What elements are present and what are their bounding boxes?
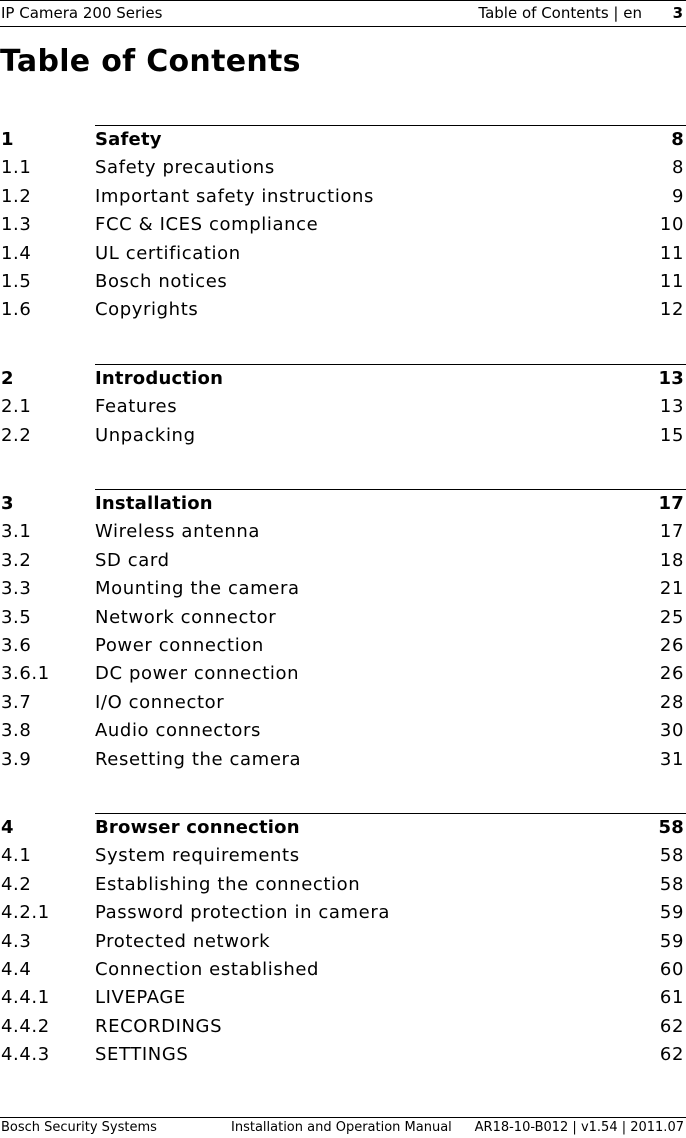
entry-title: Safety precautions <box>95 157 275 179</box>
toc-section-4 <box>0 814 686 1070</box>
toc-entry-row[interactable] <box>0 211 686 239</box>
entry-title: Connection established <box>95 958 320 980</box>
toc-entry-row[interactable] <box>0 899 686 927</box>
entry-number: 3.2 <box>1 549 32 571</box>
entry-page: 10 <box>659 214 684 236</box>
entry-number: 4.2.1 <box>1 902 50 924</box>
toc-entry-row[interactable] <box>0 296 686 324</box>
entry-title: UL certification <box>95 242 241 264</box>
entry-page: 17 <box>659 521 684 543</box>
entry-page: 62 <box>659 1015 684 1037</box>
entry-page: 13 <box>659 396 684 418</box>
entry-title: Important safety instructions <box>95 185 375 207</box>
page-title: Table of Contents <box>0 44 301 79</box>
chapter-page: 13 <box>658 368 684 389</box>
entry-page: 8 <box>671 157 684 179</box>
entry-number: 3.7 <box>1 691 32 713</box>
chapter-title: Browser connection <box>95 817 300 838</box>
entry-title: Password protection in camera <box>95 902 390 924</box>
toc-entry-row[interactable] <box>0 984 686 1012</box>
entry-number: 3.6 <box>1 634 32 656</box>
toc-chapter-row[interactable] <box>0 814 686 842</box>
entry-title: Audio connectors <box>95 720 262 742</box>
chapter-title: Safety <box>95 129 162 150</box>
header-product: IP Camera 200 Series <box>1 4 163 22</box>
entry-title: Power connection <box>95 634 264 656</box>
chapter-page: 8 <box>671 129 684 150</box>
entry-title: Network connector <box>95 606 277 628</box>
toc-entry-row[interactable] <box>0 660 686 688</box>
toc-entry-row[interactable] <box>0 842 686 870</box>
chapter-number: 3 <box>1 493 14 514</box>
entry-page: 61 <box>659 987 684 1009</box>
toc-entry-row[interactable] <box>0 547 686 575</box>
toc-section-2 <box>0 365 686 450</box>
entry-page: 26 <box>659 663 684 685</box>
chapter-title: Installation <box>95 493 213 514</box>
entry-title: Features <box>95 396 178 418</box>
toc-entry-row[interactable] <box>0 422 686 450</box>
entry-title: FCC & ICES compliance <box>95 214 319 236</box>
toc-entry-row[interactable] <box>0 1013 686 1041</box>
entry-title: LIVEPAGE <box>95 987 186 1009</box>
entry-number: 1.1 <box>1 157 32 179</box>
entry-title: System requirements <box>95 845 300 867</box>
entry-number: 4.1 <box>1 845 32 867</box>
entry-page: 58 <box>659 873 684 895</box>
entry-title: Mounting the camera <box>95 578 300 600</box>
entry-title: SD card <box>95 549 170 571</box>
entry-number: 1.2 <box>1 185 32 207</box>
entry-page: 12 <box>659 299 684 321</box>
toc-entry-row[interactable] <box>0 518 686 546</box>
entry-page: 9 <box>671 185 684 207</box>
page-footer <box>0 1117 686 1137</box>
entry-number: 3.8 <box>1 720 32 742</box>
entry-title: Establishing the connection <box>95 873 361 895</box>
toc-chapter-row[interactable] <box>0 365 686 393</box>
chapter-rule <box>95 125 686 126</box>
entry-title: Copyrights <box>95 299 199 321</box>
entry-title: SETTINGS <box>95 1044 189 1066</box>
entry-page: 21 <box>659 578 684 600</box>
toc-chapter-row[interactable] <box>0 126 686 154</box>
entry-number: 2.2 <box>1 424 32 446</box>
entry-title: Wireless antenna <box>95 521 261 543</box>
chapter-number: 4 <box>1 817 14 838</box>
entry-title: I/O connector <box>95 691 225 713</box>
toc-chapter-row[interactable] <box>0 490 686 518</box>
toc-entry-row[interactable] <box>0 154 686 182</box>
entry-page: 62 <box>659 1044 684 1066</box>
entry-number: 1.6 <box>1 299 32 321</box>
entry-page: 58 <box>659 845 684 867</box>
entry-page: 60 <box>659 958 684 980</box>
header-section: Table of Contents | en <box>478 4 642 22</box>
entry-number: 1.3 <box>1 214 32 236</box>
toc-entry-row[interactable] <box>0 689 686 717</box>
entry-title: DC power connection <box>95 663 300 685</box>
toc-entry-row[interactable] <box>0 1041 686 1069</box>
chapter-title: Introduction <box>95 368 224 389</box>
toc-entry-row[interactable] <box>0 717 686 745</box>
entry-number: 4.4 <box>1 958 32 980</box>
entry-number: 4.4.3 <box>1 1044 50 1066</box>
chapter-number: 1 <box>1 129 14 150</box>
chapter-number: 2 <box>1 368 14 389</box>
footer-reference: AR18-10-B012 | v1.54 | 2011.07 <box>474 1120 684 1135</box>
entry-title: RECORDINGS <box>95 1015 223 1037</box>
entry-page: 15 <box>659 424 684 446</box>
toc-entry-row[interactable] <box>0 183 686 211</box>
toc-section-1 <box>0 126 686 325</box>
entry-number: 1.5 <box>1 270 32 292</box>
toc-entry-row[interactable] <box>0 871 686 899</box>
chapter-page: 58 <box>658 817 684 838</box>
entry-number: 3.5 <box>1 606 32 628</box>
entry-number: 3.6.1 <box>1 663 50 685</box>
page-header <box>0 0 686 27</box>
entry-page: 59 <box>659 902 684 924</box>
toc-entry-row[interactable] <box>0 928 686 956</box>
toc-entry-row[interactable] <box>0 240 686 268</box>
footer-company: Bosch Security Systems <box>1 1120 157 1135</box>
toc-section-3 <box>0 490 686 774</box>
entry-number: 4.4.1 <box>1 987 50 1009</box>
entry-page: 28 <box>659 691 684 713</box>
entry-page: 31 <box>659 748 684 770</box>
toc-entry-row[interactable] <box>0 956 686 984</box>
toc-entry-row[interactable] <box>0 746 686 774</box>
entry-number: 4.4.2 <box>1 1015 50 1037</box>
entry-title: Bosch notices <box>95 270 228 292</box>
entry-title: Protected network <box>95 930 271 952</box>
entry-number: 3.1 <box>1 521 32 543</box>
toc-entry-row[interactable] <box>0 575 686 603</box>
entry-page: 59 <box>659 930 684 952</box>
entry-number: 4.3 <box>1 930 32 952</box>
toc-entry-row[interactable] <box>0 604 686 632</box>
footer-document: Installation and Operation Manual <box>231 1120 452 1135</box>
entry-page: 18 <box>659 549 684 571</box>
toc-entry-row[interactable] <box>0 268 686 296</box>
entry-page: 25 <box>659 606 684 628</box>
entry-number: 3.3 <box>1 578 32 600</box>
entry-page: 11 <box>659 270 684 292</box>
header-page-number: 3 <box>672 4 683 22</box>
entry-page: 11 <box>659 242 684 264</box>
toc-entry-row[interactable] <box>0 393 686 421</box>
entry-title: Unpacking <box>95 424 196 446</box>
entry-number: 4.2 <box>1 873 32 895</box>
toc-entry-row[interactable] <box>0 632 686 660</box>
entry-page: 26 <box>659 634 684 656</box>
entry-number: 3.9 <box>1 748 32 770</box>
entry-title: Resetting the camera <box>95 748 302 770</box>
entry-number: 2.1 <box>1 396 32 418</box>
chapter-page: 17 <box>658 493 684 514</box>
entry-page: 30 <box>659 720 684 742</box>
entry-number: 1.4 <box>1 242 32 264</box>
